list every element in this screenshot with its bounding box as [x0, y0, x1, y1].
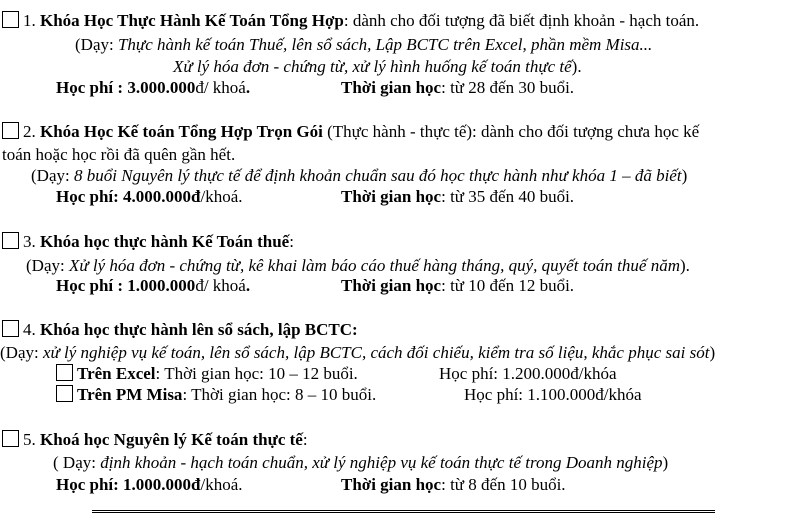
course-5-time-label: Thời gian học — [341, 475, 442, 494]
course-3-time-label: Thời gian học — [341, 276, 442, 295]
course-2-desc-1: (Thực hành - thực tế): dành cho đối tượng chưa học kế — [322, 122, 700, 141]
course-5-detail-open: ( Dạy: — [53, 453, 101, 472]
misa-option-time: : Thời gian học: 8 – 10 buổi. — [182, 385, 377, 404]
course-2-detail-close: ) — [681, 166, 688, 185]
excel-option-name: Trên Excel — [77, 364, 156, 383]
course-5-fee-unit: /khoá. — [200, 475, 243, 494]
course-5-detail — [53, 453, 668, 473]
misa-option-name: Trên PM Misa — [77, 385, 183, 404]
course-2-desc-2: toán hoặc học rồi đã quên gần hết. — [2, 145, 236, 164]
course-4-number: 4. — [23, 320, 36, 339]
course-4-detail-close: ) — [709, 343, 716, 362]
course-1-desc: : dành cho đối tượng đã biết định khoản - hạch toán. — [343, 11, 700, 30]
course-5-header — [2, 430, 308, 450]
course-2-desc-line-2 — [2, 145, 235, 165]
course-5-detail-text: định khoản - hạch toán chuẩn, xử lý nghiệp vụ kế toán thực tế trong Doanh nghiệp — [100, 453, 663, 472]
course-2-detail — [31, 166, 687, 186]
course-5-title: Khoá học Nguyên lý Kế toán thực tế — [40, 430, 303, 449]
excel-option-time: : Thời gian học: 10 – 12 buổi. — [155, 364, 358, 383]
course-3-title-suffix: : — [289, 232, 294, 251]
course-1-title: Khóa Học Thực Hành Kế Toán Tổng Hợp — [40, 11, 344, 30]
misa-option-fee: Học phí: 1.100.000đ/khóa — [464, 385, 642, 404]
course-1-fee-dot: . — [245, 78, 251, 97]
course-3-detail-text: Xử lý hóa đơn - chứng từ, kê khai làm báo cáo thuế hàng tháng, quý, quyết toán thuế năm — [68, 256, 680, 275]
course-1-detail-open: (Dạy: — [75, 35, 118, 54]
course-5-number: 5. — [23, 430, 36, 449]
course-4-detail — [0, 343, 715, 363]
course-3-number: 3. — [23, 232, 36, 251]
course-1-detail-1 — [75, 35, 652, 55]
course-3-title: Khóa học thực hành Kế Toán thuế — [40, 232, 290, 251]
course-2-fee-label: Học phí: 4.000.000đ — [56, 187, 201, 206]
course-5-time-row — [341, 475, 566, 495]
course-5-fee-row — [56, 475, 243, 495]
course-1-header — [2, 11, 699, 31]
course-1-time-row — [341, 78, 574, 98]
course-2-detail-open: (Dạy: — [31, 166, 74, 185]
course-1-detail-text-2: Xử lý hóa đơn - chứng từ, xử lý hình huống kế toán thực tế — [173, 57, 572, 76]
course-1-fee-unit: đ/ khoá — [195, 78, 246, 97]
course-5-time-value: : từ 8 đến 10 buổi. — [441, 475, 566, 494]
course-2-fee-unit: /khoá. — [200, 187, 243, 206]
course-2-time-value: : từ 35 đến 40 buổi. — [441, 187, 575, 206]
excel-option-checkbox[interactable] — [56, 364, 73, 381]
course-4-option-excel-fee — [439, 364, 617, 384]
course-1-time-label: Thời gian học — [341, 78, 442, 97]
course-3-detail-open: (Dạy: — [26, 256, 69, 275]
course-3-time-value: : từ 10 đến 12 buổi. — [441, 276, 575, 295]
course-2-fee-row — [56, 187, 243, 207]
course-3-checkbox[interactable] — [2, 232, 19, 249]
course-2-number: 2. — [23, 122, 36, 141]
course-1-detail-text-1: Thực hành kế toán Thuế, lên sổ sách, Lập BCTC trên Excel, phần mềm Misa... — [117, 35, 653, 54]
misa-option-checkbox[interactable] — [56, 385, 73, 402]
course-3-fee-unit: đ/ khoá — [195, 276, 246, 295]
course-4-detail-text: xử lý nghiệp vụ kế toán, lên sổ sách, lập BCTC, cách đối chiếu, kiểm tra số liệu, khắc phục sai sót — [42, 343, 710, 362]
course-2-detail-text: 8 buổi Nguyên lý thực tế để định khoản chuẩn sau đó học thực hành như khóa 1 – đã biết — [73, 166, 682, 185]
course-1-detail-2 — [173, 57, 582, 77]
course-2-checkbox[interactable] — [2, 122, 19, 139]
course-1-fee-label: Học phí : — [56, 78, 124, 97]
course-2-time-label: Thời gian học — [341, 187, 442, 206]
course-4-option-misa-fee — [464, 385, 642, 405]
course-1-number: 1. — [23, 11, 36, 30]
bottom-divider — [92, 510, 715, 513]
course-4-option-misa — [56, 385, 376, 405]
course-4-title: Khóa học thực hành lên sổ sách, lập BCTC: — [40, 320, 358, 339]
course-5-checkbox[interactable] — [2, 430, 19, 447]
course-4-checkbox[interactable] — [2, 320, 19, 337]
course-1-fee-value: 3.000.000 — [127, 78, 196, 97]
excel-option-fee: Học phí: 1.200.000đ/khóa — [439, 364, 617, 383]
course-2-title: Khóa Học Kế toán Tổng Hợp Trọn Gói — [40, 122, 323, 141]
course-3-detail-close: ). — [679, 256, 690, 275]
course-5-title-suffix: : — [302, 430, 308, 449]
course-3-fee-row — [56, 276, 250, 296]
course-4-header — [2, 320, 358, 340]
course-3-time-row — [341, 276, 574, 296]
course-2-time-row — [341, 187, 574, 207]
course-4-detail-open: (Dạy: — [0, 343, 43, 362]
course-2-header — [2, 122, 699, 142]
course-1-fee-row — [56, 78, 250, 98]
course-4-option-excel — [56, 364, 358, 384]
course-5-detail-close: ) — [662, 453, 669, 472]
course-3-fee-label: Học phí : 1.000.000 — [56, 276, 196, 295]
course-3-detail — [26, 256, 690, 276]
course-3-header — [2, 232, 294, 252]
course-1-detail-close: ). — [571, 57, 582, 76]
course-1-checkbox[interactable] — [2, 11, 19, 28]
course-5-fee-label: Học phí: 1.000.000đ — [56, 475, 201, 494]
course-1-time-value: : từ 28 đến 30 buổi. — [441, 78, 575, 97]
course-3-fee-dot: . — [245, 276, 251, 295]
